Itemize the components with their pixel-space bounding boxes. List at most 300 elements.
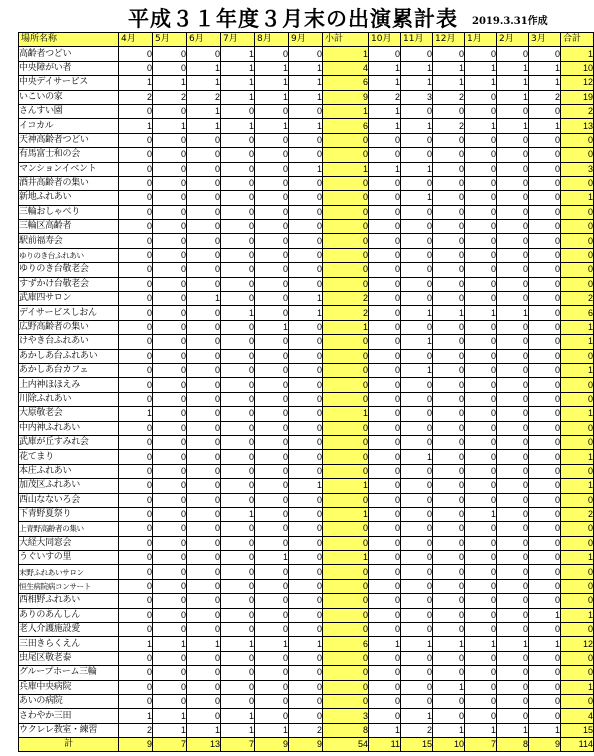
month-value-cell: 0 xyxy=(433,363,465,377)
month-value-cell: 0 xyxy=(221,651,255,665)
month-value-cell: 0 xyxy=(497,335,529,349)
place-name-cell: 兵庫中央病院 xyxy=(19,680,119,694)
month-value-cell: 0 xyxy=(465,176,497,190)
month-value-cell: 0 xyxy=(221,493,255,507)
place-name-cell: 三輪区高齢者 xyxy=(19,220,119,234)
month-value-cell: 0 xyxy=(289,47,323,61)
month-value-cell: 0 xyxy=(119,608,153,622)
month-value-cell: 0 xyxy=(529,407,561,421)
month-value-cell: 0 xyxy=(289,464,323,478)
month-value-cell: 0 xyxy=(289,407,323,421)
month-value-cell: 0 xyxy=(221,148,255,162)
month-value-cell: 0 xyxy=(465,104,497,118)
month-value-cell: 0 xyxy=(221,162,255,176)
month-value-cell: 0 xyxy=(119,335,153,349)
month-value-cell: 0 xyxy=(187,694,221,708)
month-value-cell: 0 xyxy=(187,479,221,493)
month-value-cell: 0 xyxy=(153,277,187,291)
month-value-cell: 0 xyxy=(369,493,401,507)
table-row xyxy=(19,191,594,205)
month-value-cell: 1 xyxy=(497,306,529,320)
table-row xyxy=(19,349,594,363)
month-value-cell: 1 xyxy=(221,723,255,737)
header-total: 合計 xyxy=(561,33,594,47)
place-name-cell: 武庫が丘すみれ会 xyxy=(19,435,119,449)
month-value-cell: 0 xyxy=(433,148,465,162)
month-value-cell: 0 xyxy=(187,335,221,349)
month-value-cell: 0 xyxy=(153,335,187,349)
month-value-cell: 0 xyxy=(153,666,187,680)
table-row xyxy=(19,306,594,320)
table-row xyxy=(19,61,594,75)
month-value-cell: 0 xyxy=(465,594,497,608)
month-value-cell: 0 xyxy=(369,306,401,320)
month-value-cell: 0 xyxy=(497,220,529,234)
month-value-cell: 0 xyxy=(433,493,465,507)
subtotal-cell: 0 xyxy=(323,493,369,507)
month-value-cell: 0 xyxy=(289,694,323,708)
month-value-cell: 0 xyxy=(255,608,289,622)
table-row xyxy=(19,435,594,449)
header-jun: 6月 xyxy=(187,33,221,47)
month-value-cell: 0 xyxy=(119,263,153,277)
month-value-cell: 0 xyxy=(369,320,401,334)
month-value-cell: 0 xyxy=(433,536,465,550)
month-value-cell: 1 xyxy=(529,637,561,651)
header-oct: 10月 xyxy=(369,33,401,47)
month-value-cell: 0 xyxy=(433,450,465,464)
table-row xyxy=(19,292,594,306)
month-value-cell: 1 xyxy=(401,335,433,349)
month-value-cell: 0 xyxy=(433,551,465,565)
month-value-cell: 0 xyxy=(119,61,153,75)
month-value-cell: 1 xyxy=(465,637,497,651)
month-value-cell: 0 xyxy=(289,608,323,622)
subtotal-cell: 0 xyxy=(323,594,369,608)
subtotal-cell: 1 xyxy=(323,104,369,118)
subtotal-cell: 0 xyxy=(323,694,369,708)
place-name-cell: 大原敬老会 xyxy=(19,407,119,421)
total-cell: 1 xyxy=(561,680,594,694)
month-value-cell: 0 xyxy=(187,435,221,449)
month-value-cell: 9 xyxy=(289,738,323,752)
month-value-cell: 0 xyxy=(221,435,255,449)
month-value-cell: 0 xyxy=(401,292,433,306)
table-row xyxy=(19,680,594,694)
month-value-cell: 0 xyxy=(433,522,465,536)
total-cell: 0 xyxy=(561,493,594,507)
place-name-cell: 駅前福寿会 xyxy=(19,234,119,248)
month-value-cell: 1 xyxy=(497,637,529,651)
month-value-cell: 0 xyxy=(289,623,323,637)
month-value-cell: 0 xyxy=(433,378,465,392)
month-value-cell: 1 xyxy=(153,723,187,737)
place-name-cell: ウクレレ教室・練習 xyxy=(19,723,119,737)
month-value-cell: 0 xyxy=(369,680,401,694)
month-value-cell: 0 xyxy=(369,709,401,723)
month-value-cell: 0 xyxy=(153,551,187,565)
month-value-cell: 0 xyxy=(221,608,255,622)
month-value-cell: 0 xyxy=(221,392,255,406)
month-value-cell: 0 xyxy=(119,666,153,680)
month-value-cell: 0 xyxy=(465,579,497,593)
month-value-cell: 0 xyxy=(465,234,497,248)
month-value-cell: 0 xyxy=(465,709,497,723)
month-value-cell: 0 xyxy=(497,594,529,608)
subtotal-cell: 0 xyxy=(323,176,369,190)
month-value-cell: 1 xyxy=(401,162,433,176)
month-value-cell: 0 xyxy=(465,47,497,61)
month-value-cell: 0 xyxy=(187,464,221,478)
month-value-cell: 0 xyxy=(221,522,255,536)
total-cell: 6 xyxy=(561,306,594,320)
month-value-cell: 0 xyxy=(369,191,401,205)
month-value-cell: 7 xyxy=(221,738,255,752)
month-value-cell: 1 xyxy=(401,191,433,205)
place-name-cell: 本庄ふれあい xyxy=(19,464,119,478)
month-value-cell: 3 xyxy=(401,90,433,104)
total-cell: 0 xyxy=(561,594,594,608)
month-value-cell: 0 xyxy=(255,306,289,320)
month-value-cell: 0 xyxy=(289,263,323,277)
place-name-cell: いこいの家 xyxy=(19,90,119,104)
month-value-cell: 1 xyxy=(255,723,289,737)
subtotal-cell: 0 xyxy=(323,205,369,219)
subtotal-cell: 0 xyxy=(323,191,369,205)
month-value-cell: 0 xyxy=(433,277,465,291)
month-value-cell: 0 xyxy=(401,277,433,291)
table-row xyxy=(19,464,594,478)
month-value-cell: 1 xyxy=(289,61,323,75)
month-value-cell: 0 xyxy=(369,536,401,550)
month-value-cell: 0 xyxy=(433,579,465,593)
month-value-cell: 0 xyxy=(255,47,289,61)
total-cell: 0 xyxy=(561,579,594,593)
month-value-cell: 1 xyxy=(119,407,153,421)
month-value-cell: 0 xyxy=(529,623,561,637)
month-value-cell: 0 xyxy=(255,507,289,521)
month-value-cell: 0 xyxy=(255,407,289,421)
place-name-cell: 花てまり xyxy=(19,450,119,464)
month-value-cell: 0 xyxy=(433,507,465,521)
month-value-cell: 0 xyxy=(187,608,221,622)
table-row xyxy=(19,608,594,622)
month-value-cell: 0 xyxy=(401,680,433,694)
month-value-cell: 0 xyxy=(433,104,465,118)
month-value-cell: 13 xyxy=(187,738,221,752)
total-cell: 0 xyxy=(561,651,594,665)
month-value-cell: 1 xyxy=(401,61,433,75)
header-row xyxy=(19,33,594,47)
place-name-cell: 中央障がい者 xyxy=(19,61,119,75)
month-value-cell: 0 xyxy=(465,407,497,421)
month-value-cell: 0 xyxy=(119,565,153,579)
month-value-cell: 0 xyxy=(497,551,529,565)
month-value-cell: 2 xyxy=(369,90,401,104)
month-value-cell: 0 xyxy=(221,349,255,363)
month-value-cell: 0 xyxy=(401,479,433,493)
month-value-cell: 0 xyxy=(465,392,497,406)
month-value-cell: 2 xyxy=(401,723,433,737)
month-value-cell: 1 xyxy=(401,119,433,133)
total-cell: 2 xyxy=(561,507,594,521)
month-value-cell: 0 xyxy=(433,608,465,622)
month-value-cell: 0 xyxy=(369,248,401,262)
month-value-cell: 0 xyxy=(153,220,187,234)
month-value-cell: 0 xyxy=(401,694,433,708)
month-value-cell: 0 xyxy=(401,248,433,262)
month-value-cell: 0 xyxy=(401,263,433,277)
month-value-cell: 1 xyxy=(255,551,289,565)
total-cell: 1 xyxy=(561,608,594,622)
month-value-cell: 0 xyxy=(465,666,497,680)
month-value-cell: 0 xyxy=(153,392,187,406)
place-name-cell: グループホーム三輪 xyxy=(19,666,119,680)
month-value-cell: 0 xyxy=(433,651,465,665)
month-value-cell: 0 xyxy=(221,133,255,147)
subtotal-cell: 0 xyxy=(323,148,369,162)
month-value-cell: 0 xyxy=(369,363,401,377)
table-row xyxy=(19,623,594,637)
month-value-cell: 0 xyxy=(433,248,465,262)
month-value-cell: 0 xyxy=(497,479,529,493)
month-value-cell: 0 xyxy=(255,594,289,608)
month-value-cell: 0 xyxy=(255,277,289,291)
month-value-cell: 0 xyxy=(119,148,153,162)
month-value-cell: 15 xyxy=(401,738,433,752)
month-value-cell: 2 xyxy=(433,119,465,133)
subtotal-cell: 6 xyxy=(323,119,369,133)
table-row xyxy=(19,119,594,133)
month-value-cell: 0 xyxy=(465,320,497,334)
month-value-cell: 1 xyxy=(465,723,497,737)
month-value-cell: 0 xyxy=(401,666,433,680)
header-mar: 3月 xyxy=(529,33,561,47)
month-value-cell: 8 xyxy=(497,738,529,752)
table-row xyxy=(19,277,594,291)
subtotal-cell: 0 xyxy=(323,421,369,435)
month-value-cell: 0 xyxy=(221,694,255,708)
month-value-cell: 0 xyxy=(119,220,153,234)
month-value-cell: 1 xyxy=(255,119,289,133)
place-name-cell: 虫尾区敬老泰 xyxy=(19,651,119,665)
subtotal-cell: 0 xyxy=(323,464,369,478)
month-value-cell: 0 xyxy=(465,335,497,349)
month-value-cell: 0 xyxy=(289,191,323,205)
month-value-cell: 0 xyxy=(465,133,497,147)
month-value-cell: 0 xyxy=(529,507,561,521)
month-value-cell: 0 xyxy=(497,623,529,637)
month-value-cell: 10 xyxy=(433,738,465,752)
month-value-cell: 0 xyxy=(433,407,465,421)
month-value-cell: 1 xyxy=(401,709,433,723)
subtotal-cell: 3 xyxy=(323,709,369,723)
month-value-cell: 0 xyxy=(119,651,153,665)
place-name-cell: 川除ふれあい xyxy=(19,392,119,406)
total-cell: 0 xyxy=(561,234,594,248)
month-value-cell: 1 xyxy=(369,723,401,737)
month-value-cell: 0 xyxy=(497,277,529,291)
month-value-cell: 0 xyxy=(369,349,401,363)
month-value-cell: 0 xyxy=(401,47,433,61)
month-value-cell: 0 xyxy=(369,220,401,234)
month-value-cell: 0 xyxy=(465,565,497,579)
month-value-cell: 1 xyxy=(401,76,433,90)
month-value-cell: 0 xyxy=(119,306,153,320)
month-value-cell: 0 xyxy=(119,349,153,363)
month-value-cell: 0 xyxy=(119,191,153,205)
month-value-cell: 0 xyxy=(497,320,529,334)
month-value-cell: 0 xyxy=(153,479,187,493)
place-name-cell: 高齢者つどい xyxy=(19,47,119,61)
total-cell: 0 xyxy=(561,378,594,392)
month-value-cell: 0 xyxy=(529,594,561,608)
place-name-cell: ゆりのき台敬老会 xyxy=(19,263,119,277)
month-value-cell: 0 xyxy=(433,479,465,493)
place-name-cell: あかしあ台カフェ xyxy=(19,363,119,377)
total-cell: 1 xyxy=(561,335,594,349)
month-value-cell: 0 xyxy=(529,680,561,694)
month-value-cell: 0 xyxy=(119,234,153,248)
month-value-cell: 0 xyxy=(255,435,289,449)
header-sep: 9月 xyxy=(289,33,323,47)
month-value-cell: 0 xyxy=(465,349,497,363)
month-value-cell: 0 xyxy=(221,205,255,219)
month-value-cell: 0 xyxy=(529,565,561,579)
month-value-cell: 0 xyxy=(255,680,289,694)
month-value-cell: 0 xyxy=(465,551,497,565)
month-value-cell: 0 xyxy=(369,464,401,478)
table-row xyxy=(19,709,594,723)
month-value-cell: 0 xyxy=(289,594,323,608)
month-value-cell: 0 xyxy=(401,594,433,608)
month-value-cell: 0 xyxy=(497,507,529,521)
month-value-cell: 0 xyxy=(221,263,255,277)
month-value-cell: 0 xyxy=(289,335,323,349)
total-cell: 0 xyxy=(561,148,594,162)
month-value-cell: 7 xyxy=(153,738,187,752)
table-row xyxy=(19,421,594,435)
subtotal-cell: 0 xyxy=(323,277,369,291)
month-value-cell: 0 xyxy=(401,205,433,219)
month-value-cell: 0 xyxy=(221,277,255,291)
month-value-cell: 0 xyxy=(187,666,221,680)
month-value-cell: 0 xyxy=(153,176,187,190)
month-value-cell: 0 xyxy=(221,378,255,392)
month-value-cell: 0 xyxy=(119,479,153,493)
month-value-cell: 0 xyxy=(529,205,561,219)
month-value-cell: 0 xyxy=(153,651,187,665)
month-value-cell: 0 xyxy=(529,277,561,291)
month-value-cell: 0 xyxy=(369,435,401,449)
month-value-cell: 0 xyxy=(369,507,401,521)
total-cell: 114 xyxy=(561,738,594,752)
place-name-cell: 広野高齢者の集い xyxy=(19,320,119,334)
month-value-cell: 1 xyxy=(289,479,323,493)
month-value-cell: 0 xyxy=(433,220,465,234)
subtotal-cell: 2 xyxy=(323,292,369,306)
month-value-cell: 0 xyxy=(465,191,497,205)
subtotal-cell: 0 xyxy=(323,666,369,680)
place-name-cell: 三田きらくえん xyxy=(19,637,119,651)
month-value-cell: 0 xyxy=(153,407,187,421)
subtotal-cell: 0 xyxy=(323,234,369,248)
month-value-cell: 0 xyxy=(433,594,465,608)
table-row xyxy=(19,407,594,421)
month-value-cell: 1 xyxy=(187,292,221,306)
month-value-cell: 0 xyxy=(153,464,187,478)
table-row xyxy=(19,363,594,377)
month-value-cell: 0 xyxy=(289,536,323,550)
month-value-cell: 0 xyxy=(119,162,153,176)
month-value-cell: 0 xyxy=(255,104,289,118)
table-row xyxy=(19,392,594,406)
month-value-cell: 2 xyxy=(187,90,221,104)
month-value-cell: 0 xyxy=(289,277,323,291)
month-value-cell: 0 xyxy=(497,176,529,190)
month-value-cell: 0 xyxy=(255,205,289,219)
month-value-cell: 0 xyxy=(221,551,255,565)
month-value-cell: 0 xyxy=(369,335,401,349)
table-row xyxy=(19,666,594,680)
month-value-cell: 0 xyxy=(119,392,153,406)
month-value-cell: 0 xyxy=(289,320,323,334)
total-cell: 1 xyxy=(561,363,594,377)
month-value-cell: 0 xyxy=(255,162,289,176)
month-value-cell: 0 xyxy=(255,191,289,205)
month-value-cell: 0 xyxy=(401,220,433,234)
month-value-cell: 0 xyxy=(187,47,221,61)
total-cell: 1 xyxy=(561,47,594,61)
month-value-cell: 1 xyxy=(529,723,561,737)
month-value-cell: 1 xyxy=(369,104,401,118)
month-value-cell: 0 xyxy=(369,176,401,190)
month-value-cell: 0 xyxy=(221,421,255,435)
month-value-cell: 1 xyxy=(255,61,289,75)
month-value-cell: 9 xyxy=(529,738,561,752)
month-value-cell: 0 xyxy=(153,292,187,306)
month-value-cell: 0 xyxy=(289,378,323,392)
month-value-cell: 1 xyxy=(369,76,401,90)
subtotal-cell: 0 xyxy=(323,579,369,593)
total-cell: 0 xyxy=(561,421,594,435)
month-value-cell: 0 xyxy=(187,493,221,507)
month-value-cell: 0 xyxy=(187,133,221,147)
month-value-cell: 2 xyxy=(289,723,323,737)
month-value-cell: 0 xyxy=(465,479,497,493)
month-value-cell: 0 xyxy=(255,479,289,493)
table-row xyxy=(19,90,594,104)
month-value-cell: 1 xyxy=(289,306,323,320)
month-value-cell: 0 xyxy=(369,608,401,622)
month-value-cell: 0 xyxy=(255,176,289,190)
month-value-cell: 0 xyxy=(433,623,465,637)
subtotal-cell: 0 xyxy=(323,522,369,536)
month-value-cell: 0 xyxy=(465,450,497,464)
month-value-cell: 0 xyxy=(529,248,561,262)
month-value-cell: 0 xyxy=(255,651,289,665)
month-value-cell: 0 xyxy=(221,234,255,248)
total-label: 計 xyxy=(19,738,119,752)
month-value-cell: 0 xyxy=(433,191,465,205)
month-value-cell: 0 xyxy=(529,493,561,507)
place-name-cell: 天神高齢者つどい xyxy=(19,133,119,147)
month-value-cell: 0 xyxy=(187,623,221,637)
month-value-cell: 0 xyxy=(221,335,255,349)
place-name-cell: 末野ふれあいサロン xyxy=(19,565,119,579)
month-value-cell: 0 xyxy=(433,234,465,248)
month-value-cell: 0 xyxy=(289,435,323,449)
